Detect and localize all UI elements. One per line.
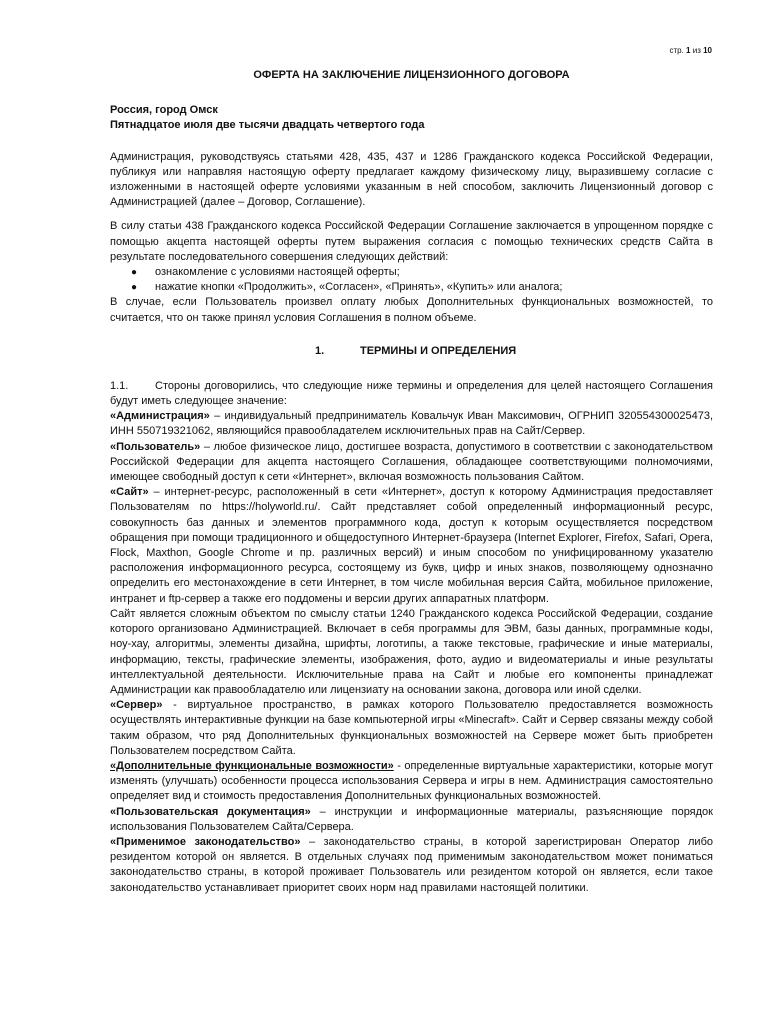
acceptance-list xyxy=(110,265,713,295)
section-number: 1. xyxy=(315,344,325,357)
term-admin-name: «Администрация» xyxy=(110,410,210,423)
section-title: ТЕРМИНЫ И ОПРЕДЕЛЕНИЯ xyxy=(360,344,517,357)
term-law-name: «Применимое законодательство» xyxy=(110,835,301,848)
term-site-text: – интернет-ресурс, расположенный в сети «Интернет», доступ к которому Администрация предоставляет Пользователям по https://holyworld.ru/. Сайт представляет собой определенный информационный ресурс, совокупность баз данных и элементов программного кода, доступ к которым осуществляется посредством обращения при помощи традиционного и общедоступного Интернет-браузера (Internet Explorer, Firefox, Safari, Opera, Flock, Maxthon, Google Chrome и пр. различных версий) и иным способом по унифицированному указателю расположения информационного ресурса, состоящему из букв, цифр и иных знаков, позволяющему однозначно определить его местонахождение в сети Интернет, в том числе мобильная версия Сайта, мобильное приложение, интранет и ftp-сервер а также его поддомены и версии других аппаратных платформ. xyxy=(110,486,713,605)
term-docs-text: – инструкции и информационные материалы, разъясняющие порядок использования Пользователем Сайта/Сервера. xyxy=(110,805,713,833)
site-complex-paragraph: Сайт является сложным объектом по смыслу статьи 1240 Гражданского кодекса Российской Федерации, создание которого организовано Администрацией. Включает в себя программы для ЭВМ, базы данных, программные коды, ноу-хау, алгоритмы, элементы дизайна, шрифты, логотипы, а также текстовые, графические и иные материалы, информацию, тексты, графические элементы, изображения, фото, аудио и видеоматериалы и иные результаты интеллектуальной деятельности. Исключительные права на Сайт и любые его компоненты принадлежат Администрации как правообладателю или лицензиату на основании закона, договора или иной сделки. xyxy=(110,607,713,696)
document-title: ОФЕРТА НА ЗАКЛЮЧЕНИЕ ЛИЦЕНЗИОННОГО ДОГОВОРА xyxy=(253,69,570,81)
section-heading xyxy=(110,344,713,359)
term-user-name: «Пользователь» xyxy=(110,440,201,453)
document-date: Пятнадцатое июля две тысячи двадцать четвертого года xyxy=(110,119,425,132)
term-law-text: – законодательство страны, в которой зарегистрирован Оператор либо резидентом которой он является. В отдельных случаях под применимым законодательством может пониматься законодательство страны, в которой проживает Пользователь или резидентом которой он является, если такое законодательство устанавливает приоритет своих норм над правилами настоящей политики. xyxy=(110,835,713,894)
page-prefix: стр. xyxy=(669,46,684,55)
acceptance-paragraph: В силу статьи 438 Гражданского кодекса Российской Федерации Соглашение заключается в упрощенном порядке с помощью акцепта настоящей оферты путем выражения согласия с помощью технических средств Сайта в результате последовательного совершения следующих действий: xyxy=(110,220,713,263)
clause-paragraph xyxy=(110,379,713,409)
term-admin xyxy=(110,409,713,439)
intro-paragraph: Администрация, руководствуясь статьями 428, 435, 437 и 1286 Гражданского кодекса Российской Федерации, публикуя или направляя настоящую оферту предлагает каждому физическому лицу, выразившему согласие с изложенными в настоящей оферте условиями указанным в ней способом, заключить Лицензионный договор с Администрацией (далее – Договор, Соглашение). xyxy=(110,150,713,209)
term-docs xyxy=(110,805,713,835)
term-docs-name: «Пользовательская документация» xyxy=(110,805,311,818)
term-features xyxy=(110,759,713,805)
document-place: Россия, город Омск xyxy=(110,104,218,117)
document-body xyxy=(110,68,713,896)
term-features-name: «Дополнительные функциональные возможности» xyxy=(110,759,394,772)
term-server xyxy=(110,698,713,759)
term-user-text: – любое физическое лицо, достигшее возраста, допустимого в соответствии с законодательством Российской Федерации для акцепта настоящего Соглашения, обладающее соответствующими полномочиями, имеющее свободный доступ к сети «Интернет», включая возможность пользования Сайтом. xyxy=(110,440,713,484)
term-user xyxy=(110,440,713,486)
list-item: ● нажатие кнопки «Продолжить», «Согласен», «Принять», «Купить» или аналога; xyxy=(155,280,713,295)
clause-text: Стороны договорились, что следующие ниже термины и определения для целей настоящего Соглашения будут иметь следующее значение: xyxy=(110,379,713,408)
page-total: 10 xyxy=(703,46,712,55)
term-admin-text: – индивидуальный предприниматель Ковальчук Иван Максимович, ОГРНИП 320554300025473, ИНН 550719321062, являющийся правообладателем исключительных прав на Сайт/Сервер. xyxy=(110,410,713,438)
clause-number: 1.1. xyxy=(110,379,129,392)
term-site-name: «Сайт» xyxy=(110,486,149,499)
term-law xyxy=(110,835,713,896)
term-site xyxy=(110,485,713,607)
list-item: ● ознакомление с условиями настоящей оферты; xyxy=(155,265,713,280)
payment-paragraph: В случае, если Пользователь произвел оплату любых Дополнительных функциональных возможностей, то считается, что он также принял условия Соглашения в полном объеме. xyxy=(110,296,713,324)
page-middle: из xyxy=(692,46,701,55)
term-features-text: - определенные виртуальные характеристики, которые могут изменять (улучшать) особенности процесса использования Сервера и игры в нем. Администрация самостоятельно определяет вид и стоимость предоставления Дополнительных функциональных возможностей. xyxy=(110,759,714,803)
page-current: 1 xyxy=(686,46,691,55)
page-number xyxy=(669,46,712,55)
term-server-text: - виртуальное пространство, в рамках которого Пользователю предоставляется возможность осуществлять интерактивные функции на базе компьютерной игры «Minecraft». Сайт и Сервер связаны между собой таким образом, что ряд Дополнительных функциональных возможностей на Сервере может быть приобретен Пользователем посредством Сайта. xyxy=(110,699,713,757)
term-server-name: «Сервер» xyxy=(110,699,163,712)
